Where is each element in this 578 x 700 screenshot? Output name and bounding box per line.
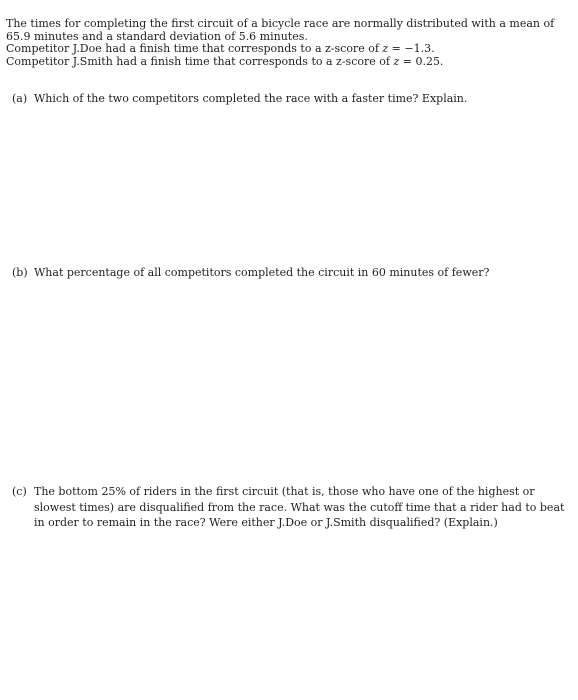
question-a xyxy=(12,91,572,107)
doe-zscore-text: Competitor J.Doe had a finish time that corresponds to a z-score of xyxy=(6,42,383,56)
smith-zscore-text: Competitor J.Smith had a finish time that corresponds to a z-score of xyxy=(6,54,394,68)
question-c-text: The bottom 25% of riders in the first circuit (that is, those who have one of the highest or slowest times) are disqualified from the race. What was the cutoff time that a rider had to beat in order to remain in the race? Were either J.Doe or J.Smith disqualified? (Explain.) xyxy=(34,485,565,529)
question-a-text: Which of the two competitors completed the race with a faster time? Explain. xyxy=(34,92,468,105)
question-a-marker: (a) xyxy=(12,92,28,105)
smith-zscore-line xyxy=(6,56,572,69)
smith-z-value: = 0.25. xyxy=(399,54,444,68)
doe-z-variable: z xyxy=(382,42,389,56)
smith-z-variable: z xyxy=(393,54,400,68)
question-b xyxy=(12,265,572,281)
doe-z-value: = −1.3. xyxy=(388,42,435,56)
question-b-marker: (b) xyxy=(12,266,28,279)
problem-statement: The times for completing the first circuit of a bicycle race are normally distributed with a mean of 65.9 minutes and a standard deviation of 5.6 minutes. xyxy=(6,17,555,43)
problem-intro xyxy=(6,18,572,68)
question-b-text: What percentage of all competitors completed the circuit in 60 minutes of fewer? xyxy=(34,266,490,279)
question-c-marker: (c) xyxy=(12,485,27,498)
question-c xyxy=(12,484,574,531)
